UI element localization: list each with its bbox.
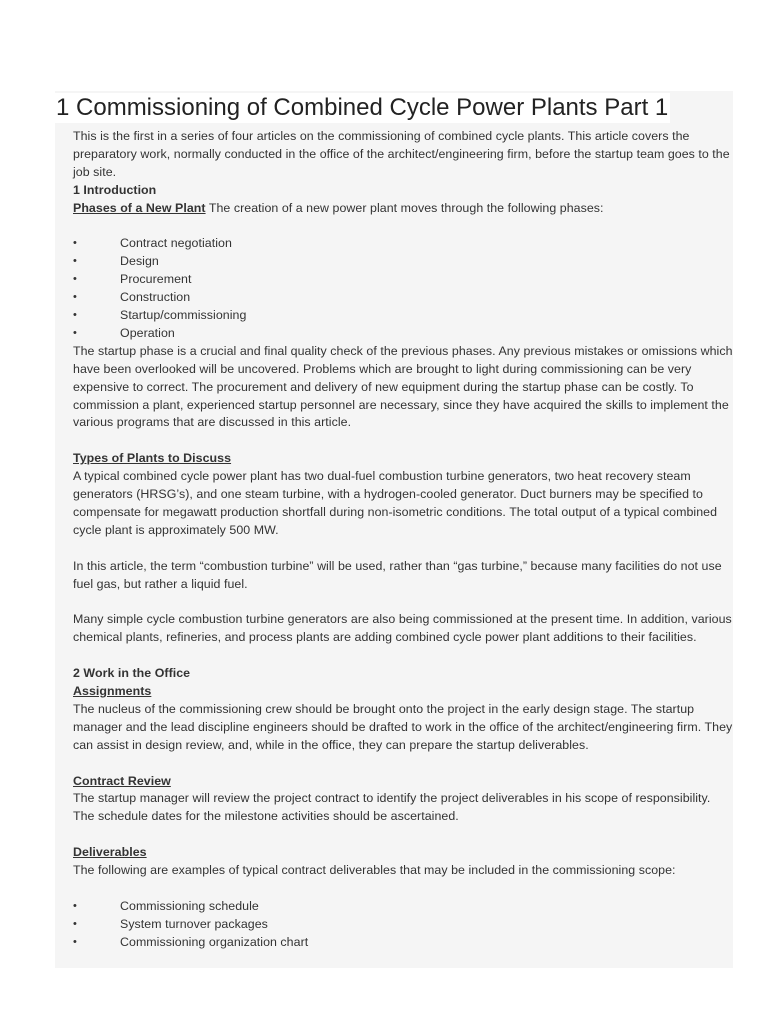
document-body — [73, 128, 733, 952]
bullet-icon: • — [73, 917, 77, 930]
subheading-phases: Phases of a New Plant — [73, 200, 206, 215]
list-item — [73, 271, 733, 289]
bullet-icon: • — [73, 326, 77, 339]
deliverables-list — [73, 898, 733, 952]
bullet-icon: • — [73, 273, 77, 286]
list-item-label: Commissioning organization chart — [120, 934, 309, 949]
document-page — [55, 91, 733, 968]
phases-paragraph — [73, 200, 733, 218]
list-item-label: Commissioning schedule — [120, 898, 259, 913]
bullet-icon: • — [73, 255, 77, 268]
simple-cycle-paragraph: Many simple cycle combustion turbine generators are also being commissioned at the present time. In addition, various chemical plants, refineries, and process plants are adding combined cycle power plant additions to their facilities. — [73, 612, 732, 645]
list-item-label: Startup/commissioning — [120, 308, 247, 323]
subheading-contract-review: Contract Review — [73, 773, 171, 788]
phases-list — [73, 235, 733, 342]
bullet-icon: • — [73, 309, 77, 322]
section-heading-introduction: 1 Introduction — [73, 182, 157, 197]
assignments-paragraph: The nucleus of the commissioning crew should be brought onto the project in the early design stage. The startup manager and the lead discipline engineers should be drafted to work in the office of the architect/engineering firm. They can assist in design review, and, while in the office, they can prepare the startup deliverables. — [73, 701, 733, 752]
types-paragraph: A typical combined cycle power plant has two dual-fuel combustion turbine generators, two heat recovery steam generators (HRSG’s), and one steam turbine, with a hydrogen-cooled generator. Duct burners may be specified to compensate for megawatt production shortfall during non-isometric conditions. The total output of a typical combined cycle plant is approximately 500 MW. — [73, 469, 718, 537]
section-heading-work-in-office: 2 Work in the Office — [73, 666, 191, 681]
list-item-label: Design — [120, 254, 159, 269]
list-item — [73, 934, 733, 952]
list-item — [73, 289, 733, 307]
list-item — [73, 235, 733, 253]
list-item — [73, 898, 733, 916]
startup-phase-paragraph: The startup phase is a crucial and final quality check of the previous phases. Any previous mistakes or omissions which have been overlooked will be uncovered. Problems which are brought to light during commissioning can be very expensive to correct. The procurement and delivery of new equipment during the startup phase can be costly. To commission a plant, experienced startup personnel are necessary, since they have acquired the skills to implement the various programs that are discussed in this article. — [73, 343, 733, 430]
phases-intro-text: The creation of a new power plant moves through the following phases: — [205, 200, 604, 215]
subheading-assignments: Assignments — [73, 684, 152, 699]
contract-review-paragraph: The startup manager will review the project contract to identify the project deliverables in his scope of responsibility. The schedule dates for the milestone activities should be ascertained. — [73, 791, 711, 824]
list-item — [73, 253, 733, 271]
bullet-icon: • — [73, 935, 77, 948]
list-item — [73, 325, 733, 343]
list-item-label: Contract negotiation — [120, 236, 232, 251]
deliverables-paragraph: The following are examples of typical contract deliverables that may be included in the commissioning scope: — [73, 863, 676, 878]
list-item-label: Procurement — [120, 272, 192, 287]
list-item-label: Operation — [120, 325, 175, 340]
bullet-icon: • — [73, 237, 77, 250]
term-paragraph: In this article, the term “combustion turbine” will be used, rather than “gas turbine,” because many facilities do not use fuel gas, but rather a liquid fuel. — [73, 558, 722, 591]
subheading-deliverables: Deliverables — [73, 845, 147, 860]
list-item — [73, 916, 733, 934]
list-item — [73, 307, 733, 325]
intro-paragraph: This is the first in a series of four articles on the commissioning of combined cycle plants. This article covers the preparatory work, normally conducted in the office of the architect/engineering firm, before the startup team goes to the job site. — [73, 129, 730, 179]
bullet-icon: • — [73, 899, 77, 912]
list-item-label: Construction — [120, 290, 191, 305]
list-item-label: System turnover packages — [120, 916, 268, 931]
subheading-types-of-plants: Types of Plants to Discuss — [73, 451, 232, 466]
bullet-icon: • — [73, 291, 77, 304]
page-title: 1 Commissioning of Combined Cycle Power Plants Part 1 — [56, 94, 669, 121]
